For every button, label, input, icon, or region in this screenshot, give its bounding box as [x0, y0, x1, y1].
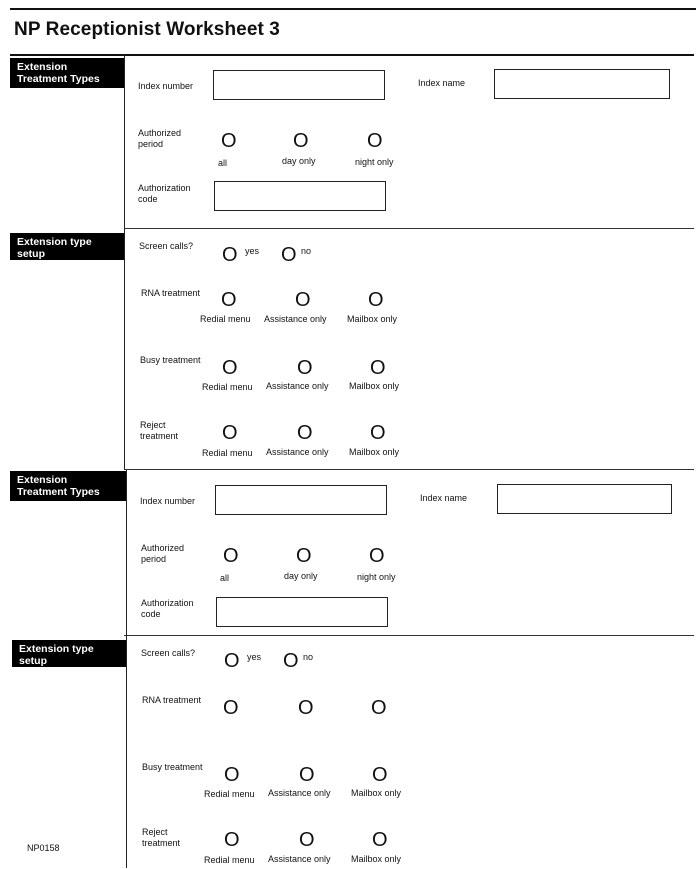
busy-treatment-label: Busy treatment	[140, 355, 201, 365]
page-title: NP Receptionist Worksheet 3	[14, 19, 280, 40]
radio-assistance-only[interactable]: O	[299, 829, 315, 851]
option-label-assistance-only: Assistance only	[268, 854, 331, 864]
option-label-mailbox-only: Mailbox only	[349, 381, 400, 391]
authorized-period-label: Authorized period	[138, 128, 182, 149]
option-label-night-only: night only	[357, 572, 396, 582]
top-border	[10, 8, 696, 10]
section-heading: Extension Treatment Types	[10, 471, 126, 501]
radio-no[interactable]: O	[281, 244, 297, 266]
radio-mailbox-only[interactable]: O	[368, 289, 384, 311]
radio-no[interactable]: O	[283, 650, 299, 672]
option-label-day-only: day only	[284, 571, 318, 581]
radio-assistance-only[interactable]: O	[298, 697, 314, 719]
index-number-field[interactable]	[213, 70, 385, 100]
option-label-assistance-only: Assistance only	[266, 447, 329, 457]
option-label-redial-menu: Redial menu	[202, 382, 253, 392]
reject-treatment-label: Reject treatment	[140, 420, 179, 441]
option-label-yes: yes	[247, 652, 262, 662]
option-label-redial-menu: Redial menu	[200, 314, 251, 324]
radio-assistance-only[interactable]: O	[299, 764, 315, 786]
section-heading: Extension type setup	[12, 640, 126, 667]
index-name-label: Index name	[418, 78, 466, 88]
section-divider	[10, 54, 694, 56]
radio-night-only[interactable]: O	[367, 130, 383, 152]
radio-assistance-only[interactable]: O	[295, 289, 311, 311]
authorization-code-label: Authorization code	[141, 598, 194, 619]
radio-assistance-only[interactable]: O	[297, 422, 313, 444]
radio-redial-menu[interactable]: O	[223, 697, 239, 719]
option-label-yes: yes	[245, 246, 260, 256]
radio-redial-menu[interactable]: O	[221, 289, 237, 311]
index-number-field[interactable]	[215, 485, 387, 515]
radio-redial-menu[interactable]: O	[224, 829, 240, 851]
option-label-redial-menu: Redial menu	[202, 448, 253, 458]
option-label-redial-menu: Redial menu	[204, 855, 255, 865]
section-divider	[124, 228, 694, 229]
form-code: NP0158	[27, 843, 60, 853]
section-divider	[124, 635, 694, 636]
busy-treatment-label: Busy treatment	[142, 762, 203, 772]
radio-day-only[interactable]: O	[293, 130, 309, 152]
radio-mailbox-only[interactable]: O	[371, 697, 387, 719]
index-name-field[interactable]	[497, 484, 672, 514]
radio-mailbox-only[interactable]: O	[370, 422, 386, 444]
reject-treatment-label: Reject treatment	[142, 827, 181, 848]
column-divider	[126, 470, 127, 868]
option-label-redial-menu: Redial menu	[204, 789, 255, 799]
section-divider	[124, 469, 694, 470]
screen-calls-label: Screen calls?	[139, 241, 194, 251]
index-name-field[interactable]	[494, 69, 670, 99]
option-label-no: no	[303, 652, 314, 662]
radio-redial-menu[interactable]: O	[224, 764, 240, 786]
radio-redial-menu[interactable]: O	[222, 422, 238, 444]
option-label-mailbox-only: Mailbox only	[349, 447, 400, 457]
option-label-night-only: night only	[355, 157, 394, 167]
radio-yes[interactable]: O	[222, 244, 238, 266]
index-number-label: Index number	[138, 81, 194, 91]
radio-night-only[interactable]: O	[369, 545, 385, 567]
authorization-code-field[interactable]	[214, 181, 386, 211]
index-name-label: Index name	[420, 493, 468, 503]
option-label-assistance-only: Assistance only	[264, 314, 327, 324]
rna-treatment-label: RNA treatment	[142, 695, 202, 705]
column-divider	[124, 55, 125, 469]
option-label-mailbox-only: Mailbox only	[347, 314, 398, 324]
section-heading: Extension type setup	[10, 233, 124, 260]
index-number-label: Index number	[140, 496, 196, 506]
radio-assistance-only[interactable]: O	[297, 357, 313, 379]
radio-mailbox-only[interactable]: O	[372, 764, 388, 786]
option-label-assistance-only: Assistance only	[268, 788, 331, 798]
section-heading: Extension Treatment Types	[10, 58, 124, 88]
radio-mailbox-only[interactable]: O	[370, 357, 386, 379]
option-label-all: all	[220, 573, 230, 583]
authorized-period-label: Authorized period	[141, 543, 185, 564]
option-label-mailbox-only: Mailbox only	[351, 788, 402, 798]
radio-mailbox-only[interactable]: O	[372, 829, 388, 851]
option-label-all: all	[218, 158, 228, 168]
option-label-assistance-only: Assistance only	[266, 381, 329, 391]
radio-all[interactable]: O	[223, 545, 239, 567]
radio-day-only[interactable]: O	[296, 545, 312, 567]
radio-yes[interactable]: O	[224, 650, 240, 672]
authorization-code-label: Authorization code	[138, 183, 191, 204]
radio-all[interactable]: O	[221, 130, 237, 152]
option-label-mailbox-only: Mailbox only	[351, 854, 402, 864]
option-label-no: no	[301, 246, 312, 256]
rna-treatment-label: RNA treatment	[141, 288, 201, 298]
radio-redial-menu[interactable]: O	[222, 357, 238, 379]
screen-calls-label: Screen calls?	[141, 648, 196, 658]
option-label-day-only: day only	[282, 156, 316, 166]
authorization-code-field[interactable]	[216, 597, 388, 627]
